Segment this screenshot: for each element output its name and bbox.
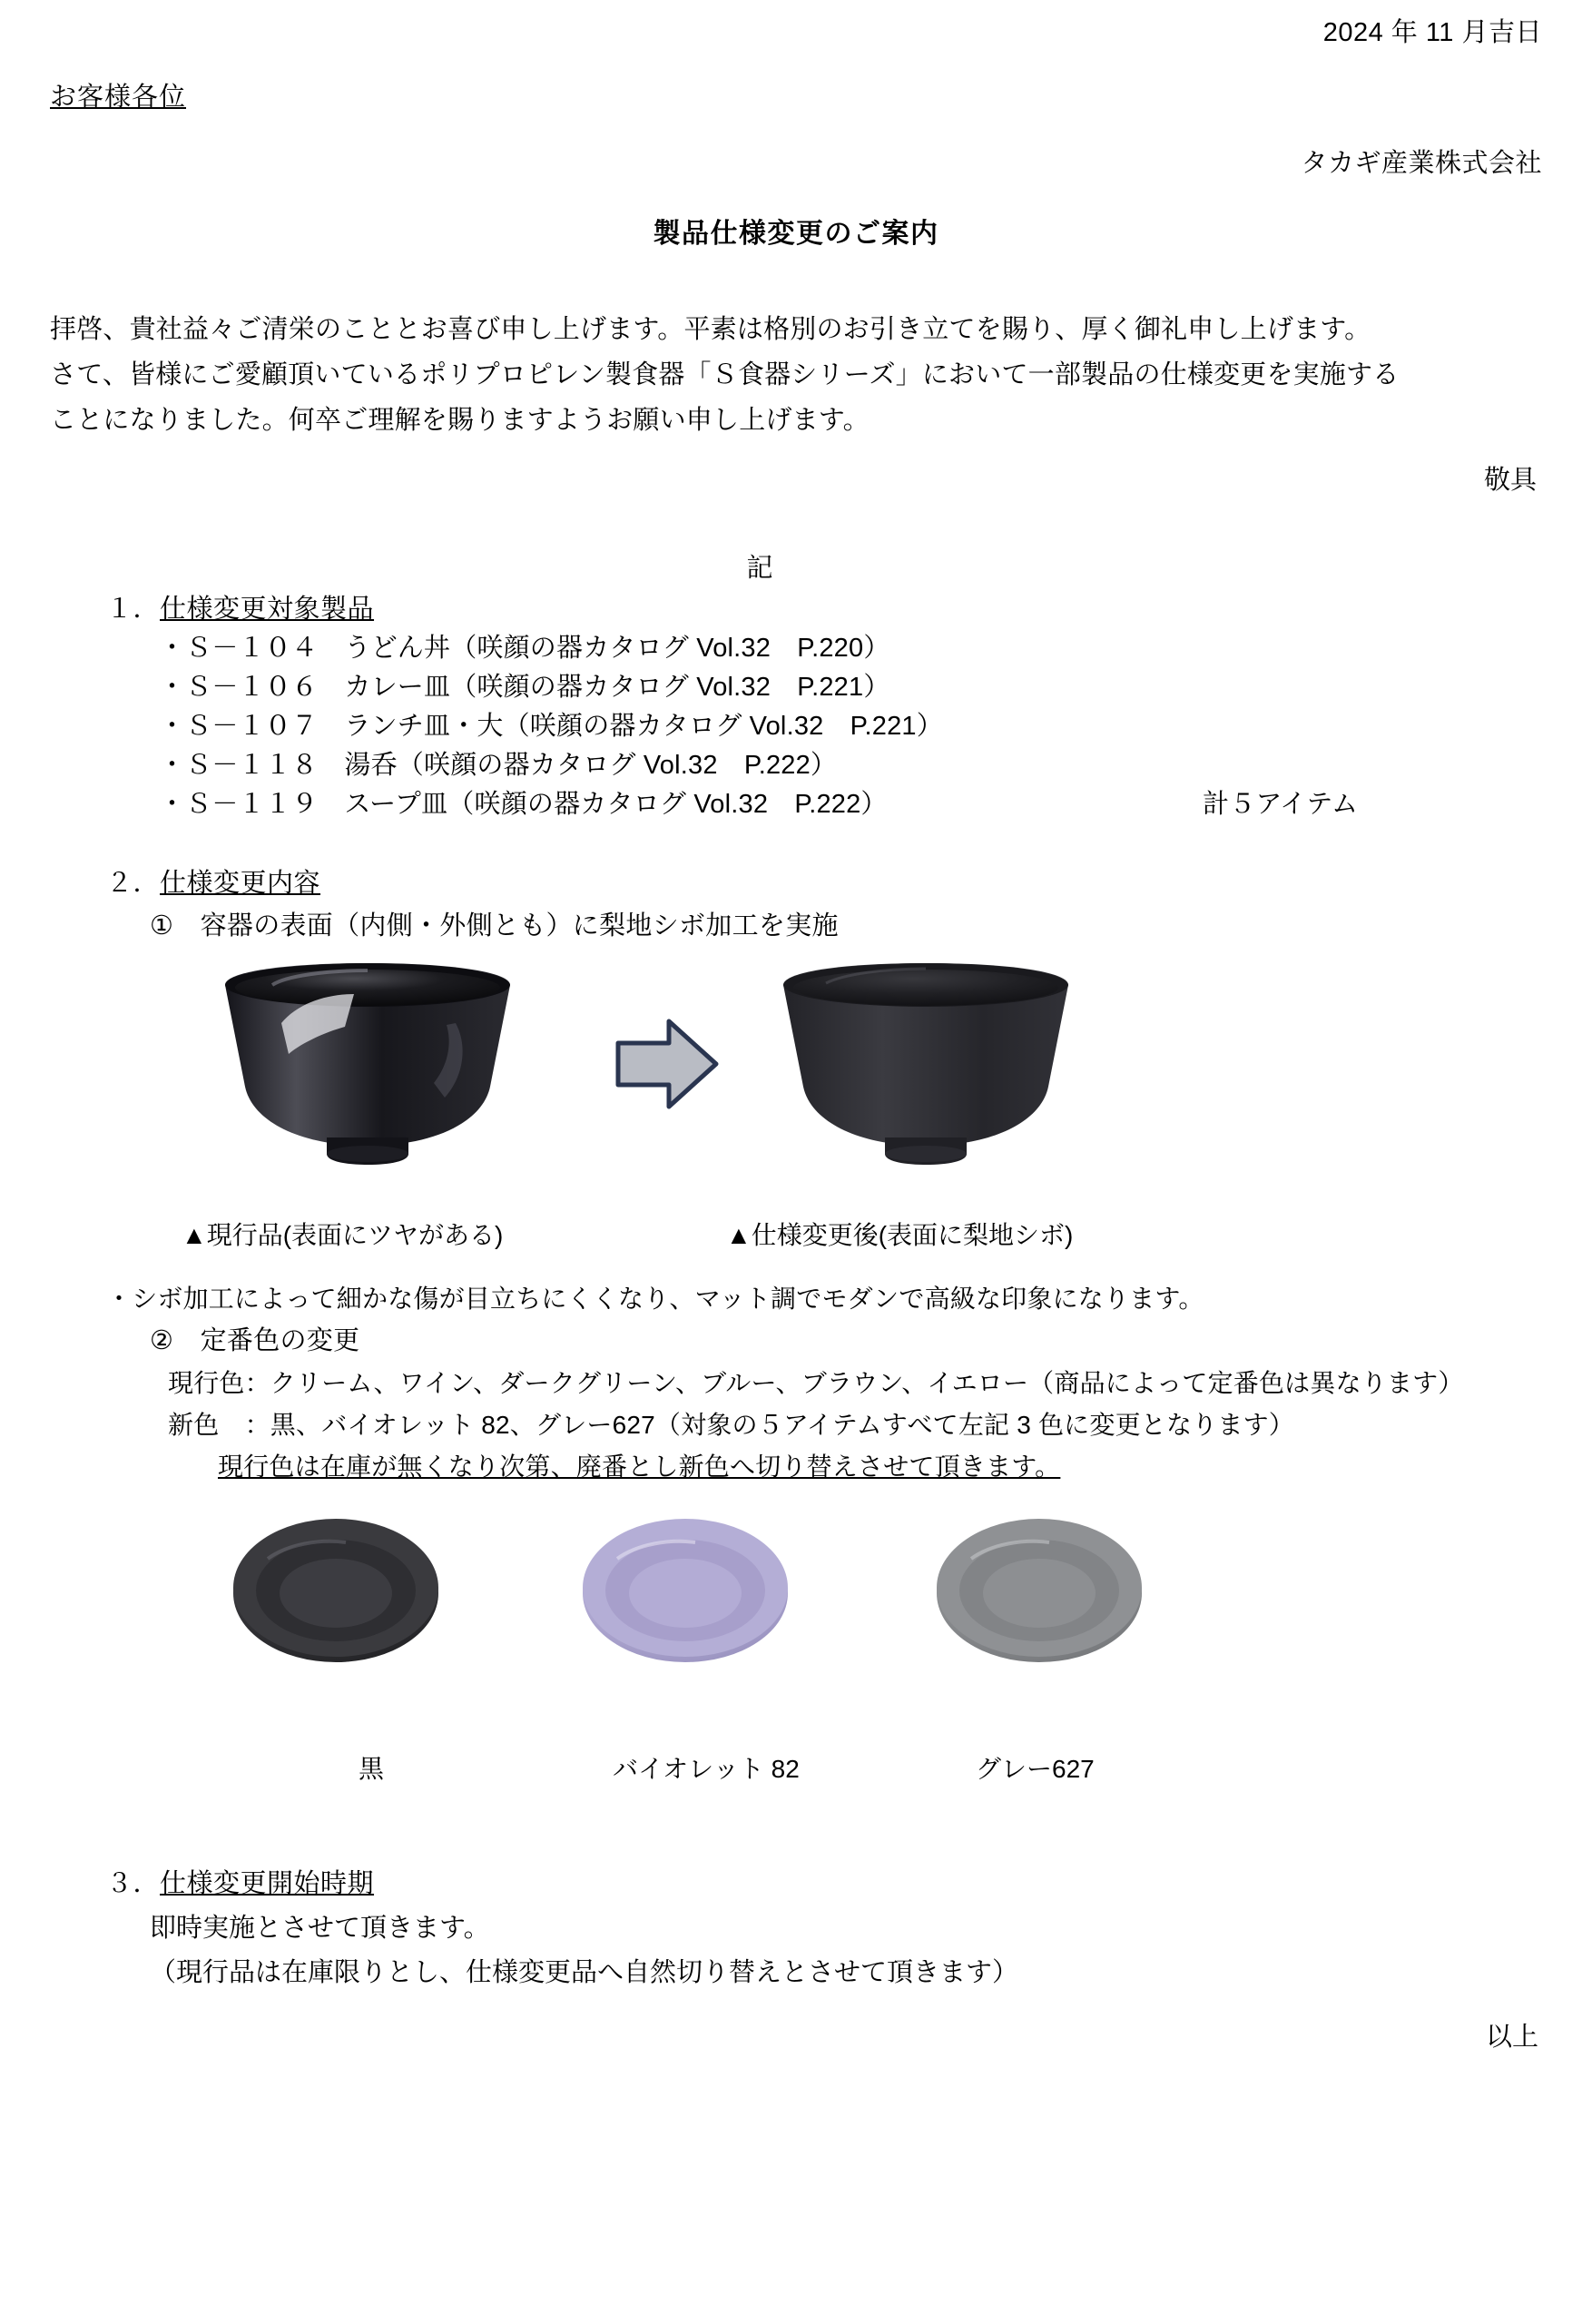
section-1: [50, 596, 1542, 818]
section-2-item-2: ② 定番色の変更: [150, 1325, 360, 1355]
stock-note-wrap: [50, 1438, 1542, 1481]
caption-before: ▲現行品(表面にツヤがある): [182, 1220, 504, 1249]
plate-image-gray: [935, 1504, 1144, 1678]
caption-after: ▲仕様変更後(表面に梨地シボ): [726, 1220, 1074, 1249]
plate-captions: [50, 1754, 1542, 1793]
right-arrow-icon: [613, 1014, 722, 1114]
section-1-heading: [106, 596, 1542, 623]
list-item-last: [159, 789, 1542, 819]
document-date: 2024 年 11 月吉日: [1322, 18, 1542, 47]
section-2-item-1: ① 容器の表面（内側・外側とも）に梨地シボ加工を実施: [150, 911, 839, 940]
plate-caption-violet: バイオレット 82: [613, 1754, 800, 1783]
end-mark: 以上: [1485, 2022, 1538, 2052]
list-item-text: ・Ｓ－１１９ スープ皿（咲顔の器カタログ Vol.32 P.222）: [159, 789, 888, 819]
addressee-wrap: [50, 46, 1542, 111]
plate-image-violet: [581, 1504, 790, 1678]
greeting-line-2: さて、皆様にご愛顧頂いているポリプロピレン製食器「Ｓ食器シリーズ」において一部製品の仕様変更を実施する: [50, 359, 1400, 389]
section-2: [50, 868, 1542, 1793]
plate-caption-black: 黒: [359, 1754, 385, 1783]
page-title: 製品仕様変更のご案内: [653, 219, 939, 249]
list-item: ・Ｓ－１０６ カレー皿（咲顔の器カタログ Vol.32 P.221）: [159, 672, 890, 702]
section-2-heading: [106, 868, 1542, 898]
section-2-number: ２．: [106, 868, 161, 898]
company-name: タカギ産業株式会社: [1301, 149, 1542, 178]
closing-word: 敬具: [1483, 465, 1537, 495]
plate-icon: [581, 1504, 790, 1672]
greeting-line-1: 拝啓、貴社益々ご清栄のこととお喜び申し上げます。平素は格別のお引き立てを賜り、厚く御礼申し上げます。: [50, 315, 1371, 344]
new-colors-line: 新色 ：黒、バイオレット 82、グレー627（対象の５アイテムすべて左記 3 色に変更となります）: [168, 1410, 1294, 1439]
greeting-paragraph: [50, 308, 1542, 444]
addressee: お客様各位: [50, 83, 187, 112]
ki-mark: 記: [746, 553, 773, 583]
section-2-title: 仕様変更内容: [160, 868, 321, 898]
bowl-after-image: [776, 960, 1076, 1174]
bowl-before-image: [218, 960, 517, 1174]
matte-bowl-icon: [776, 960, 1076, 1168]
glossy-bowl-icon: [218, 960, 517, 1168]
bowl-comparison-figure: [50, 960, 1542, 1187]
current-colors-line: 現行色：クリーム、ワイン、ダークグリーン、ブルー、ブラウン、イエロー（商品によって定番色は異なります）: [168, 1368, 1464, 1397]
plate-icon: [231, 1504, 440, 1672]
section-3-line-2: （現行品は在庫限りとし、仕様変更品へ自然切り替えとさせて頂きます）: [150, 1957, 1019, 1987]
plate-color-figure: [50, 1504, 1542, 1731]
list-item: ・Ｓ－１０４ うどん丼（咲顔の器カタログ Vol.32 P.220）: [159, 633, 890, 663]
shibo-note: ・シボ加工によって細かな傷が目立ちにくくなり、マット調でモダンで高級な印象になります。: [106, 1284, 1204, 1313]
section-1-title: 仕様変更対象製品: [160, 594, 375, 624]
section-1-items: [50, 635, 1542, 818]
section-3-line-1: 即時実施とさせて頂きます。: [150, 1913, 490, 1943]
item-total: 計５アイテム: [1203, 789, 1359, 819]
section-3-heading: [106, 1868, 1542, 1898]
plate-icon: [935, 1504, 1144, 1672]
greeting-line-3: ことになりました。何卒ご理解を賜りますようお願い申し上げます。: [50, 405, 870, 435]
plate-image-black: [231, 1504, 440, 1678]
list-item: ・Ｓ－１０７ ランチ皿・大（咲顔の器カタログ Vol.32 P.221）: [159, 711, 943, 741]
list-item: ・Ｓ－１１８ 湯呑（咲顔の器カタログ Vol.32 P.222）: [159, 750, 838, 780]
section-3: [50, 1868, 1542, 1987]
section-3-title: 仕様変更開始時期: [160, 1868, 375, 1898]
section-1-number: １．: [106, 594, 161, 624]
section-3-number: ３．: [106, 1868, 161, 1898]
bowl-captions: [50, 1220, 1542, 1259]
plate-caption-gray: グレー627: [976, 1754, 1095, 1783]
stock-note: 現行色は在庫が無くなり次第、廃番とし新色へ切り替えさせて頂きます。: [218, 1452, 1061, 1481]
transition-arrow: [613, 1014, 722, 1119]
